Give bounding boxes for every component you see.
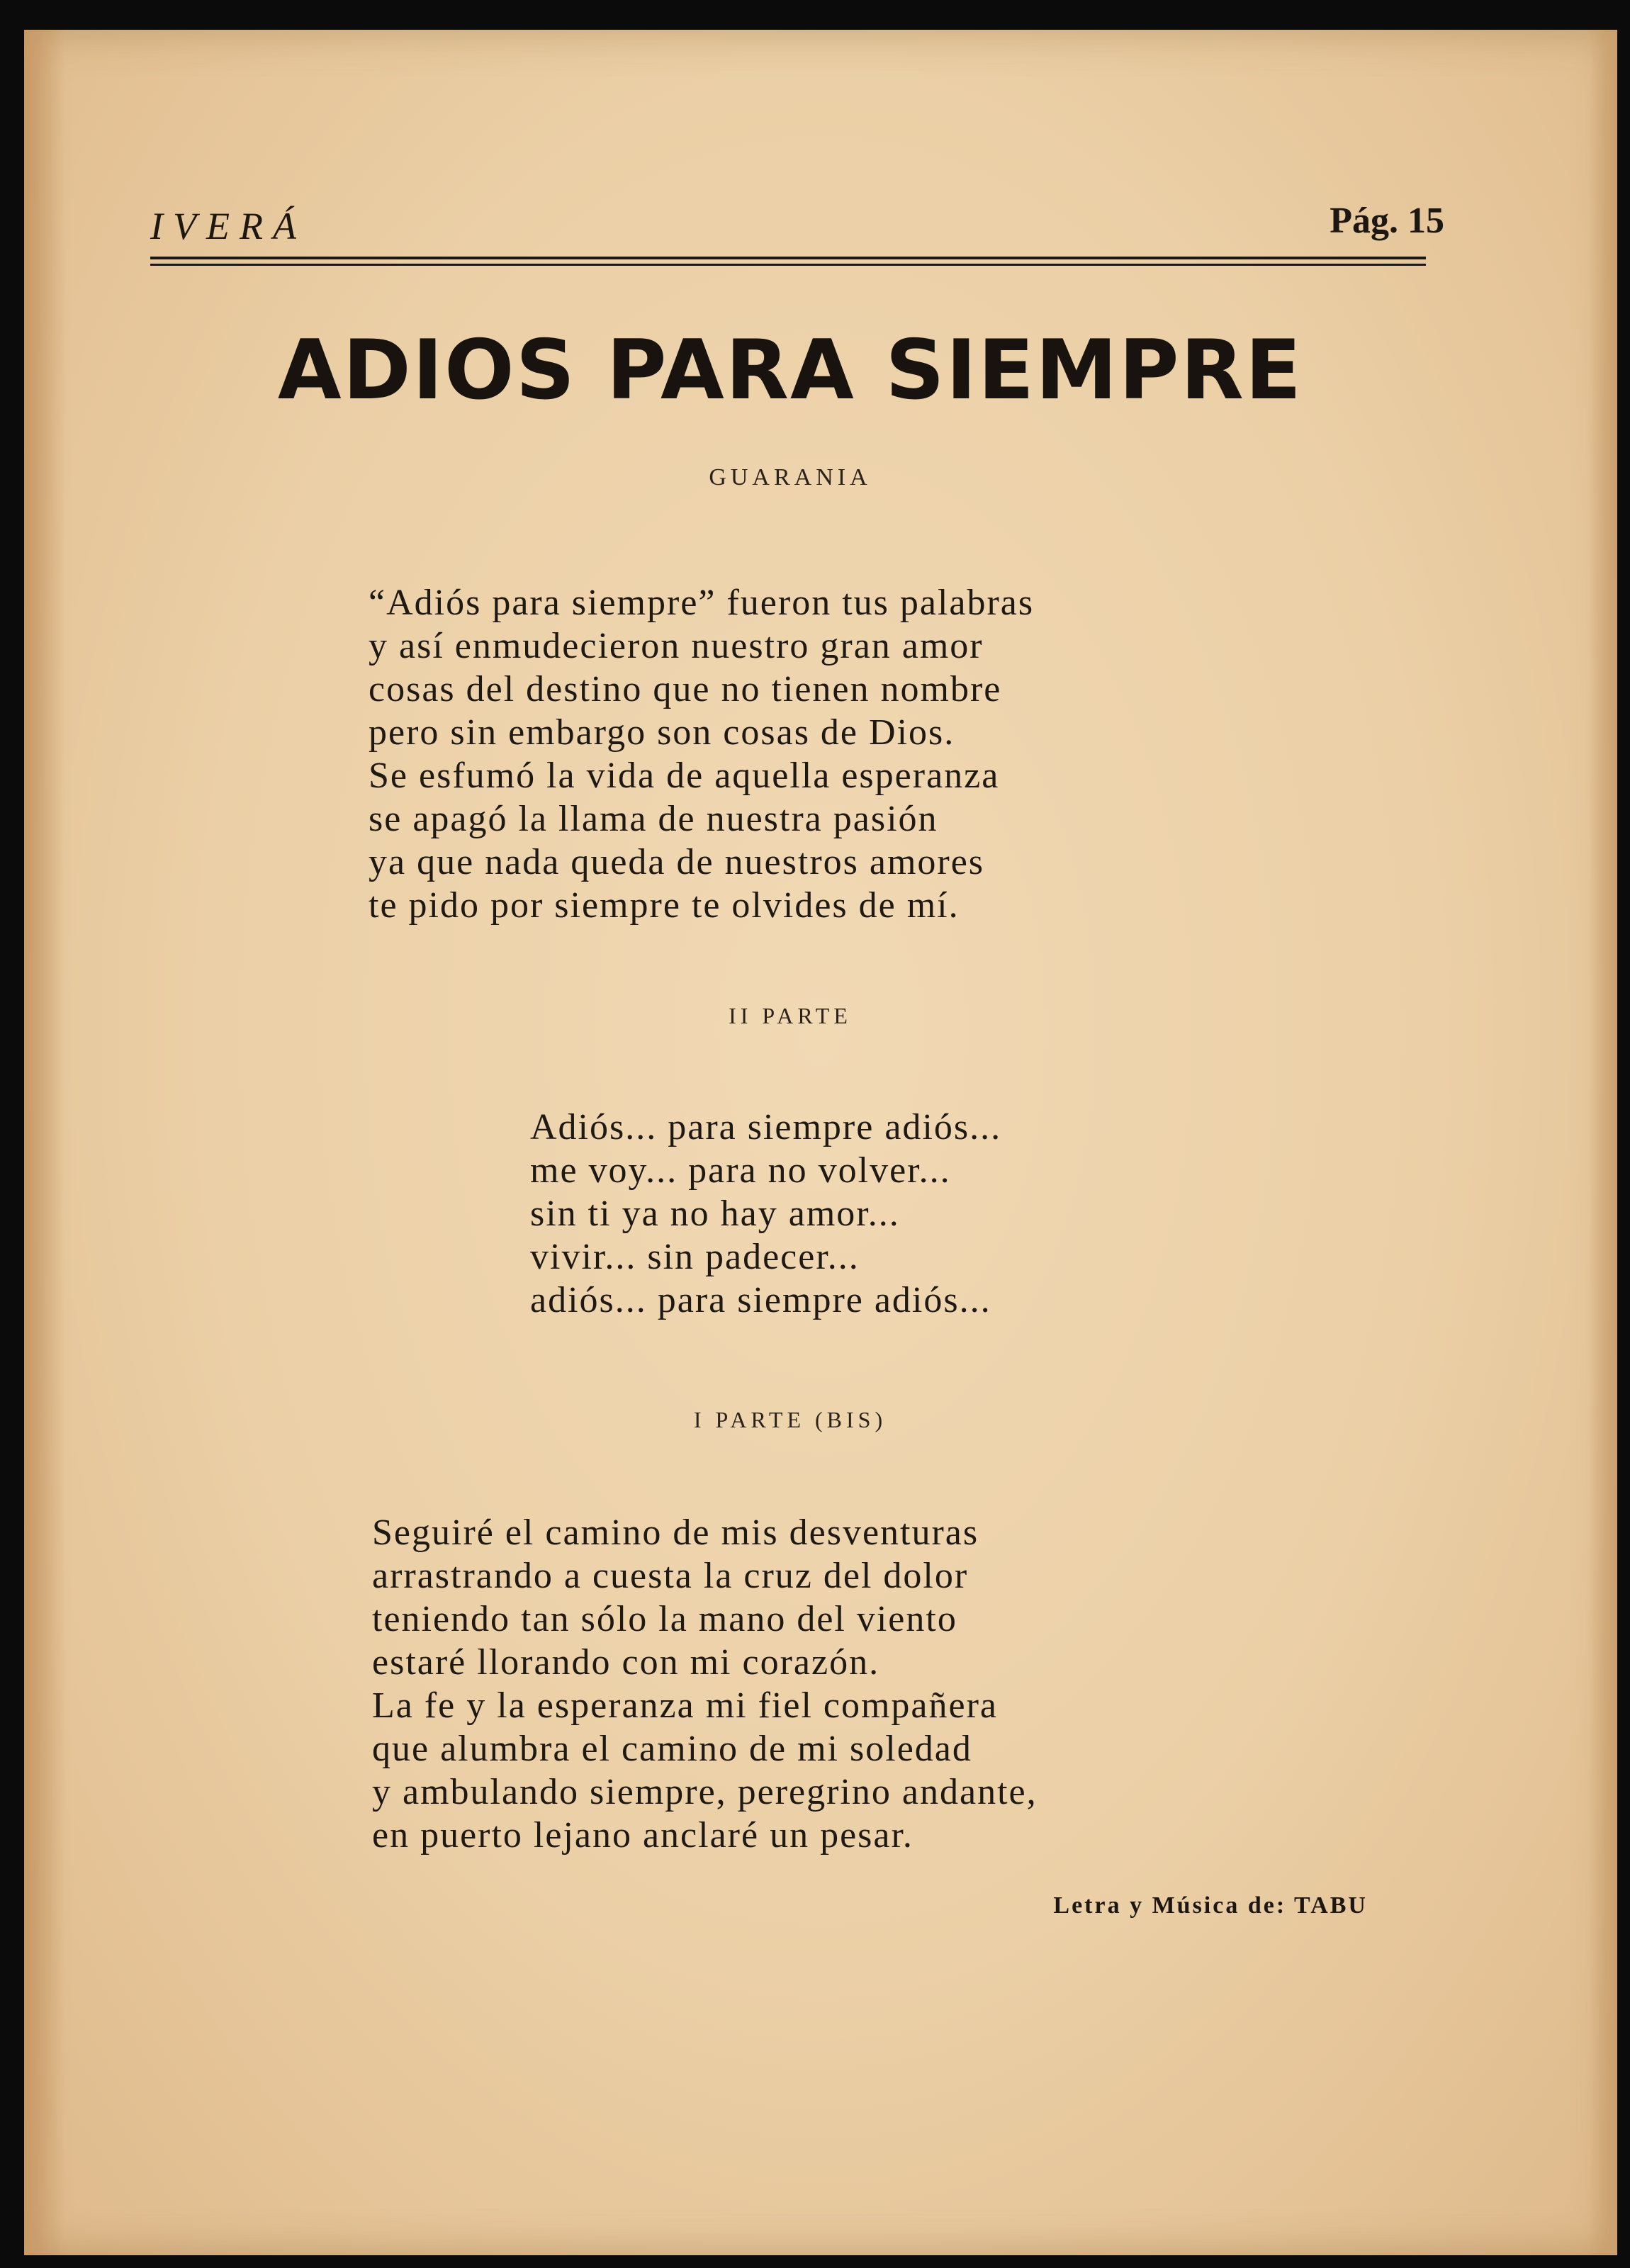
verse-line: estaré llorando con mi corazón.: [372, 1642, 880, 1683]
verse-line: ya que nada queda de nuestros amores: [369, 842, 985, 882]
verse-line: y ambulando siempre, peregrino andante,: [372, 1772, 1038, 1812]
verse-line: sin ti ya no hay amor...: [530, 1194, 900, 1234]
verse-part-2: [530, 1106, 1001, 1322]
header-rule-bottom: [150, 264, 1426, 266]
verse-line: Seguiré el camino de mis desventuras: [372, 1512, 979, 1553]
verse-line: que alumbra el camino de mi soledad: [372, 1729, 972, 1769]
verse-line: “Adiós para siempre” fueron tus palabras: [369, 583, 1035, 623]
verse-part-1-bis: [372, 1511, 1038, 1857]
running-title: IVERÁ: [150, 205, 306, 247]
verse-line: La fe y la esperanza mi fiel compañera: [372, 1685, 998, 1726]
verse-line: vivir... sin padecer...: [530, 1237, 860, 1277]
page-edge-shadow-right: [1589, 30, 1617, 2255]
song-genre: GUARANIA: [709, 464, 872, 490]
song-title: ADIOS PARA SIEMPRE: [277, 322, 1303, 418]
verse-line: pero sin embargo son cosas de Dios.: [369, 712, 955, 753]
song-credit: Letra y Música de: TABU: [1053, 1892, 1368, 1919]
header-rule-top: [150, 257, 1426, 259]
verse-line: arrastrando a cuesta la cruz del dolor: [372, 1556, 969, 1596]
verse-line: adiós... para siempre adiós...: [530, 1280, 991, 1320]
verse-line: y así enmudecieron nuestro gran amor: [369, 626, 984, 666]
verse-line: en puerto lejano anclaré un pesar.: [372, 1815, 914, 1856]
section-heading-part-2: II PARTE: [729, 1003, 852, 1028]
verse-line: Se esfumó la vida de aquella esperanza: [369, 756, 1000, 796]
section-heading-part-1-bis: I PARTE (BIS): [693, 1407, 887, 1432]
verse-part-1: [369, 581, 1034, 927]
verse-line: Adiós... para siempre adiós...: [530, 1107, 1002, 1147]
verse-line: cosas del destino que no tienen nombre: [369, 669, 1002, 709]
page-number: Pág. 15: [1330, 201, 1444, 241]
verse-line: se apagó la llama de nuestra pasión: [369, 799, 938, 839]
verse-line: me voy... para no volver...: [530, 1150, 951, 1191]
verse-line: te pido por siempre te olvides de mí.: [369, 885, 960, 926]
verse-line: teniendo tan sólo la mano del viento: [372, 1599, 957, 1639]
